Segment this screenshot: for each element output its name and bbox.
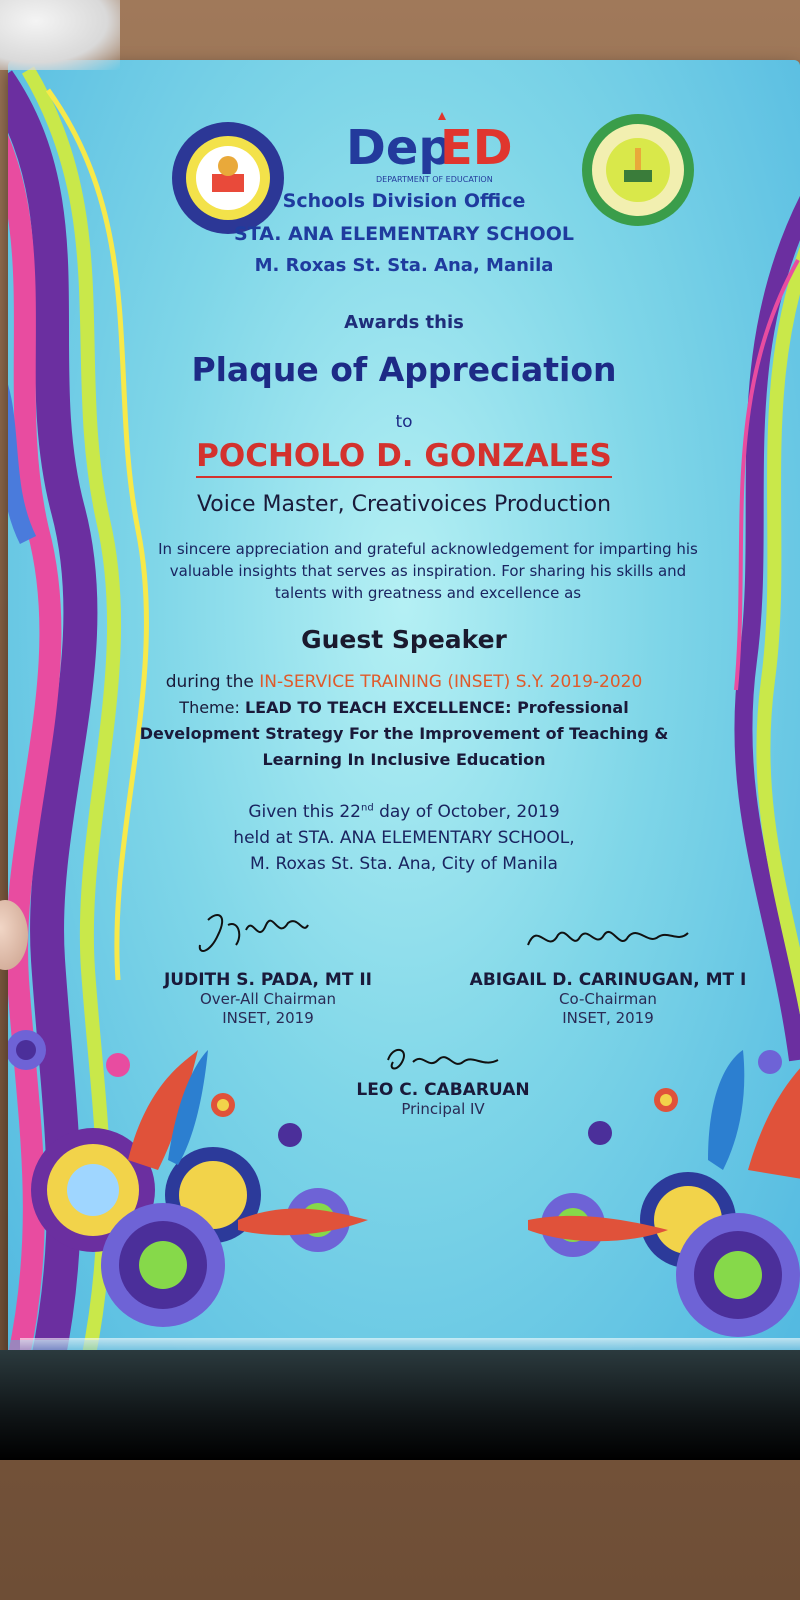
school-address: M. Roxas St. Sta. Ana, Manila (254, 255, 554, 276)
theme-text-1: LEAD TO TEACH EXCELLENCE: Professional (244, 698, 629, 717)
given-prefix: Given this 22 (248, 802, 361, 822)
signature-2 (518, 915, 698, 965)
plaque-title: Plaque of Appreciation (191, 350, 617, 389)
signatory-2 (428, 970, 788, 1028)
theme-line-1 (8, 698, 800, 717)
signatory-3-position: Principal IV (401, 1100, 485, 1118)
signatory-3-name: LEO C. CABARUAN (356, 1080, 530, 1100)
signature-3 (378, 1040, 518, 1085)
recipient-name (8, 438, 800, 474)
signatory-1-event: INSET, 2019 (222, 1009, 314, 1027)
to-label: to (395, 412, 413, 432)
deped-logo-icon (338, 112, 528, 190)
event-line (8, 672, 800, 692)
svg-text:ED: ED (440, 120, 513, 176)
svg-text:Dep: Dep (346, 120, 453, 176)
recipient-role: Voice Master, Creativoices Production (196, 492, 612, 517)
division-seal-icon (168, 118, 288, 238)
school-seal-icon (578, 110, 698, 230)
recipient-name-text: POCHOLO D. GONZALES (196, 438, 612, 478)
signatory-3 (308, 1080, 578, 1119)
venue-city: M. Roxas St. Sta. Ana, City of Manila (250, 854, 558, 874)
school-name: STA. ANA ELEMENTARY SCHOOL (234, 223, 574, 245)
venue-line: held at STA. ANA ELEMENTARY SCHOOL, (233, 828, 575, 848)
signature-1 (188, 905, 328, 965)
awards-intro: Awards this (344, 312, 464, 333)
given-sup: nd (360, 802, 374, 814)
signatory-1-name: JUDITH S. PADA, MT II (163, 970, 373, 990)
plaque (8, 60, 800, 1410)
given-suffix: day of October, 2019 (373, 802, 560, 822)
event-name: IN-SERVICE TRAINING (INSET) S.Y. 2019-2020 (259, 672, 643, 692)
during-prefix: during the (165, 672, 254, 692)
signatory-1 (118, 970, 418, 1028)
theme-line-3: Learning In Inclusive Education (262, 750, 546, 769)
theme-line-2: Development Strategy For the Improvement of Teaching & (139, 724, 669, 743)
theme-label: Theme: (179, 698, 240, 717)
signatory-2-position: Co-Chairman (559, 990, 657, 1008)
plaque-base (0, 1350, 800, 1460)
signatory-2-event: INSET, 2019 (562, 1009, 654, 1027)
svg-text:DEPARTMENT OF EDUCATION: DEPARTMENT OF EDUCATION (376, 175, 493, 184)
office-name: Schools Division Office (282, 190, 526, 212)
signatory-1-position: Over-All Chairman (199, 990, 337, 1008)
finger (0, 0, 120, 70)
appreciation-text: In sincere appreciation and grateful acknowledgement for imparting his valuable insights that serves as inspiration. For sharing his skills and talents with greatness and excellence as (158, 540, 698, 602)
honor-title: Guest Speaker (301, 625, 507, 654)
given-date (8, 802, 800, 822)
signatory-2-name: ABIGAIL D. CARINUGAN, MT I (469, 970, 747, 990)
